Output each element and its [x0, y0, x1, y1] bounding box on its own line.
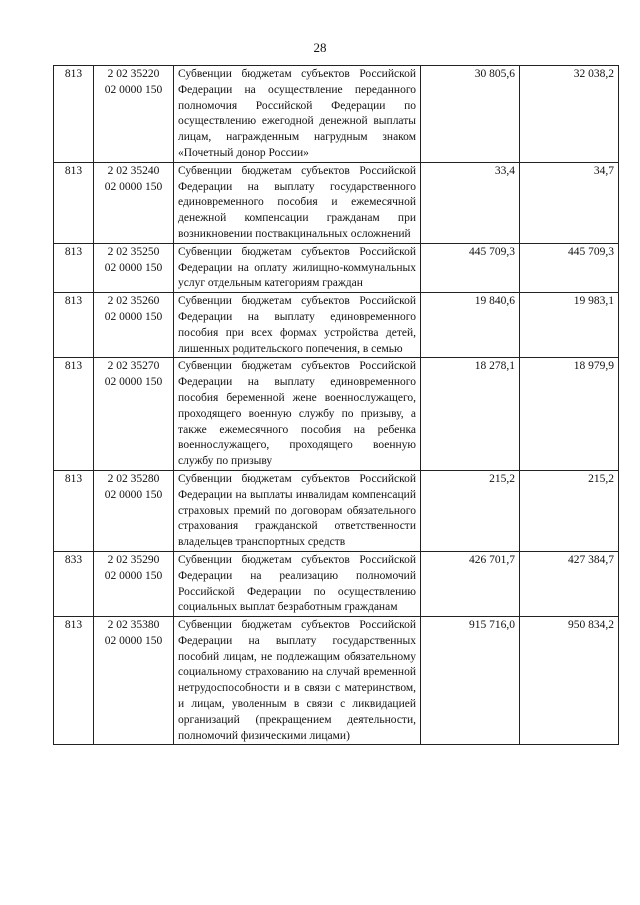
amount-year-1-cell: 215,2 — [421, 470, 520, 551]
amount-year-1-cell: 33,4 — [421, 162, 520, 243]
budget-code-line-2: 02 0000 150 — [104, 488, 163, 501]
admin-code-cell: 833 — [54, 551, 94, 616]
budget-code-cell — [94, 551, 174, 616]
budget-code-cell — [94, 470, 174, 551]
amount-year-2-cell: 427 384,7 — [520, 551, 619, 616]
description-cell: Субвенции бюджетам субъектов Российской Федерации на оплату жилищно-коммунальных услуг отдельным категориям граждан — [174, 243, 421, 292]
admin-code-cell: 813 — [54, 358, 94, 471]
budget-code-line-1: 2 02 35250 — [107, 245, 160, 258]
budget-code-line-1: 2 02 35380 — [107, 619, 160, 632]
admin-code-cell: 813 — [54, 617, 94, 745]
budget-table — [53, 65, 619, 745]
budget-code-line-1: 2 02 35290 — [107, 553, 160, 566]
amount-year-1-cell: 30 805,6 — [421, 66, 520, 163]
table-row — [54, 66, 619, 163]
amount-year-2-cell: 32 038,2 — [520, 66, 619, 163]
table-row — [54, 470, 619, 551]
budget-code-cell — [94, 293, 174, 358]
table-row — [54, 243, 619, 292]
budget-code-line-2: 02 0000 150 — [104, 83, 163, 96]
budget-code-cell — [94, 617, 174, 745]
page-number: 28 — [313, 40, 327, 55]
description-cell: Субвенции бюджетам субъектов Российской Федерации на выплату единовременного пособия при всех формах устройства детей, лишенных родительского попечения, в семью — [174, 293, 421, 358]
description-cell: Субвенции бюджетам субъектов Российской Федерации на осуществление переданного полномочия Российской Федерации по осуществлению ежегодной денежной выплаты лицам, награжденным нагрудным знаком «Почетный донор России» — [174, 66, 421, 163]
budget-code-cell — [94, 162, 174, 243]
amount-year-2-cell: 950 834,2 — [520, 617, 619, 745]
budget-code-line-2: 02 0000 150 — [104, 180, 163, 193]
amount-year-2-cell: 34,7 — [520, 162, 619, 243]
amount-year-2-cell: 18 979,9 — [520, 358, 619, 471]
amount-year-2-cell: 215,2 — [520, 470, 619, 551]
amount-year-2-cell: 19 983,1 — [520, 293, 619, 358]
amount-year-1-cell: 19 840,6 — [421, 293, 520, 358]
amount-year-1-cell: 445 709,3 — [421, 243, 520, 292]
budget-table-body — [54, 66, 619, 745]
budget-code-line-2: 02 0000 150 — [104, 634, 163, 647]
budget-code-line-1: 2 02 35240 — [107, 164, 160, 177]
budget-code-line-2: 02 0000 150 — [104, 569, 163, 582]
budget-code-line-1: 2 02 35260 — [107, 295, 160, 308]
table-row — [54, 617, 619, 745]
budget-code-line-1: 2 02 35220 — [107, 68, 160, 80]
budget-code-line-2: 02 0000 150 — [104, 261, 163, 274]
table-row — [54, 551, 619, 616]
description-cell: Субвенции бюджетам субъектов Российской Федерации на выплату единовременного пособия беременной жене военнослужащего, проходящего военную службу по призыву, а также ежемесячного пособия на ребенка военнослужащего, проходящего военную службу по призыву — [174, 358, 421, 471]
budget-code-cell — [94, 243, 174, 292]
budget-code-cell — [94, 358, 174, 471]
amount-year-1-cell: 426 701,7 — [421, 551, 520, 616]
description-cell: Субвенции бюджетам субъектов Российской Федерации на выплаты инвалидам компенсаций страховых премий по договорам обязательного страхования гражданской ответственности владельцев транспортных средств — [174, 470, 421, 551]
amount-year-1-cell: 915 716,0 — [421, 617, 520, 745]
admin-code-cell: 813 — [54, 293, 94, 358]
budget-code-line-2: 02 0000 150 — [104, 376, 163, 389]
admin-code-cell: 813 — [54, 243, 94, 292]
admin-code-cell: 813 — [54, 66, 94, 163]
budget-code-cell — [94, 66, 174, 163]
amount-year-1-cell: 18 278,1 — [421, 358, 520, 471]
admin-code-cell: 813 — [54, 162, 94, 243]
description-cell: Субвенции бюджетам субъектов Российской Федерации на реализацию полномочий Российской Федерации по осуществлению социальных выплат безработным гражданам — [174, 551, 421, 616]
table-row — [54, 162, 619, 243]
budget-code-line-1: 2 02 35280 — [107, 472, 160, 485]
budget-code-line-2: 02 0000 150 — [104, 310, 163, 323]
description-cell: Субвенции бюджетам субъектов Российской Федерации на выплату государственных пособий лицам, не подлежащим обязательному социальному страхованию на случай временной нетрудоспособности и в связи с материнством, и лицам, уволенным в связи с ликвидацией организаций (прекращением деятельности, полномочий физическими лицами) — [174, 617, 421, 745]
table-row — [54, 293, 619, 358]
admin-code-cell: 813 — [54, 470, 94, 551]
budget-code-line-1: 2 02 35270 — [107, 360, 160, 373]
table-row — [54, 358, 619, 471]
description-cell: Субвенции бюджетам субъектов Российской Федерации на выплату государственного единовременного пособия и ежемесячной денежной компенсации гражданам при возникновении поствакцинальных осложнений — [174, 162, 421, 243]
amount-year-2-cell: 445 709,3 — [520, 243, 619, 292]
